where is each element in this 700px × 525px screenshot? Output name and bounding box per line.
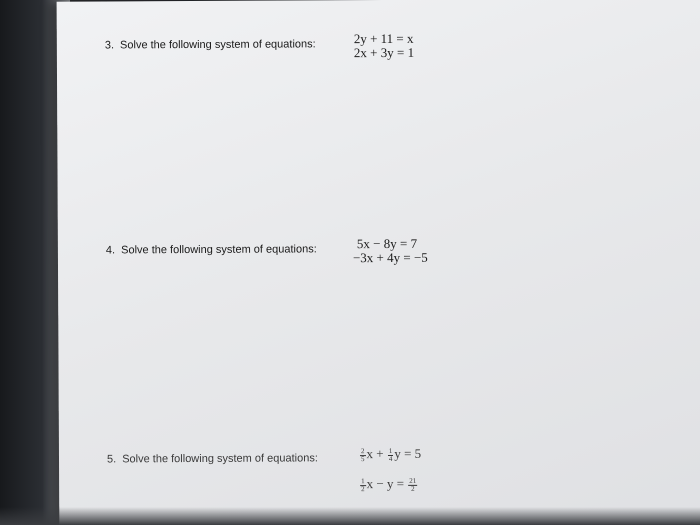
- problem-4-equations: [352, 235, 428, 266]
- problem-5-equations: [359, 442, 421, 496]
- problem-3-equations: [354, 32, 414, 60]
- problem-number: 3.: [104, 39, 115, 52]
- problem-text: Solve the following system of equations:: [121, 243, 317, 257]
- problem-number: 4.: [105, 244, 116, 257]
- problem-5: [59, 445, 700, 493]
- equation-1: $\frac{2}{5}$ x + $\frac{1}{4}$ y = 5: [360, 445, 422, 463]
- fraction: $\frac{2}{5}$: [360, 446, 365, 463]
- problem-text: Solve the following system of equations:: [122, 452, 318, 466]
- fraction: $\frac{1}{4}$: [388, 446, 393, 463]
- equation-2: 2x + 3y = 1: [353, 44, 415, 61]
- fraction: $\frac{21}{2}$: [409, 476, 417, 493]
- problem-4: [58, 235, 700, 266]
- fraction: $\frac{1}{2}$: [361, 476, 365, 493]
- problem-4-prompt: [106, 243, 317, 256]
- equation-2: $\frac{1}{2}$ x − y = $\frac{21}{2}$: [361, 475, 417, 493]
- problem-5-prompt: [107, 452, 318, 465]
- problem-number: 5.: [106, 453, 117, 466]
- problem-3: [57, 30, 700, 61]
- problem-text: Solve the following system of equations:: [119, 38, 316, 52]
- equation-1: 5x − 8y = 7: [356, 235, 418, 252]
- equation-1: 2y + 11 = x: [353, 30, 414, 47]
- bottom-shadow: [0, 507, 700, 525]
- worksheet-page: [57, 0, 700, 525]
- equation-2: −3x + 4y = −5: [352, 249, 428, 266]
- problem-3-prompt: [105, 38, 316, 51]
